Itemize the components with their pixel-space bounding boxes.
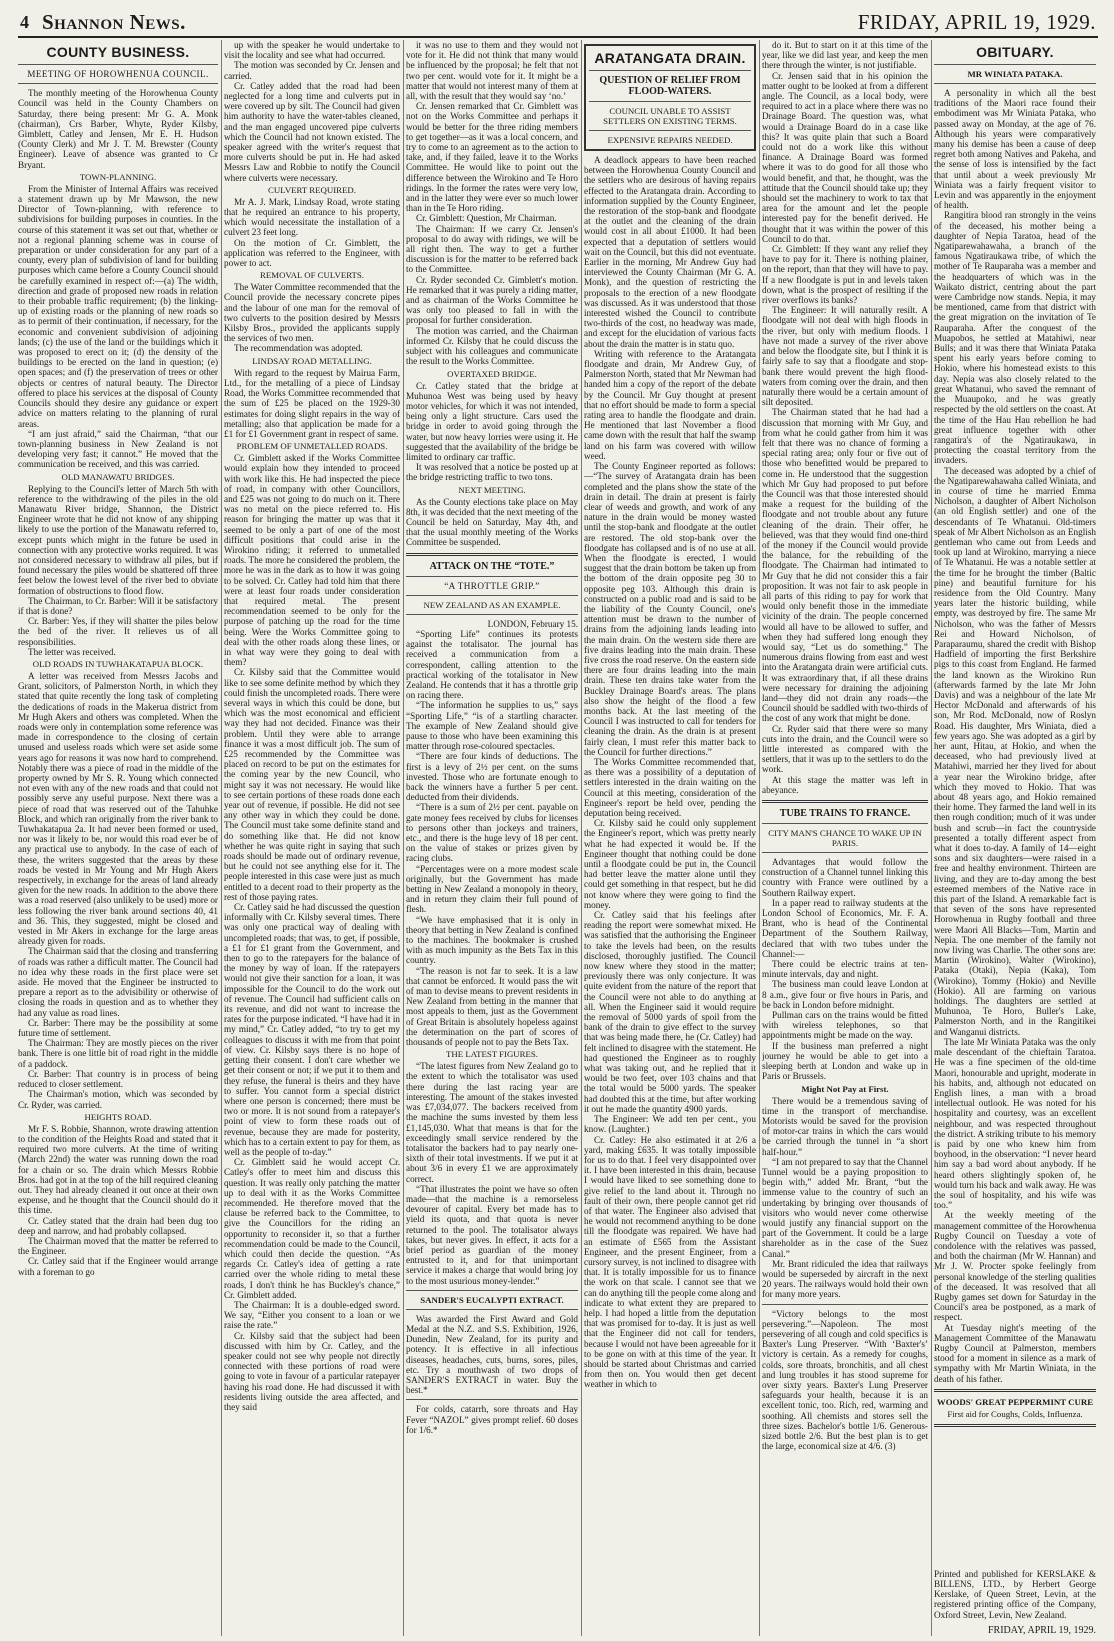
article-paragraph: Cr. Catley added that the road had been neglected for a long time and culverts put in were covered up by silt. The Council had given him authority to have the water-tables cleaned, and the man engaged uncovered pipe culverts which the Council had not known existed. The speaker agreed with the writer's request that more culverts should be put in. He had asked Messrs Law and Robbie to notify the Council where culverts were necessary. [224,80,400,183]
article-separator [406,553,578,556]
headline-rule [406,576,578,577]
article-paragraph: Cr. Kilsby said that the subject had been discussed with him by Cr. Catley, and the speaker could not see why people not directly connected with these portions of road were going to vote in favour of a particular ratepayer having his road done. He had discussed it with residents living outside the area affected, and they said [224,1330,400,1412]
article-paragraph: A personality in which all the best traditions of the Maori race found their embodiment was Mr Winiata Pataka, who passed away on Monday, at the age of 76. Although his years were comparatively many his demise has been a cause of deep regret both among Natives and Pakeha, and the sense of loss is intensified by the fact that until about a week previously Mr Winiata was a fairly frequent visitor to Levin and was apparently in the enjoyment of health. [934,88,1096,211]
headline-rule [589,70,751,71]
article-paragraph: There could be electric trains at ten-minute intervals, day and night. [762,959,928,980]
article-paragraph: As the County elections take place on May 8th, it was decided that the next meeting of the Council be held on Saturday, May 4th, and that the usual monthly meeting of the Works Committee be suspended. [406,496,578,548]
article-paragraph: “I am not prepared to say that the Channel Tunnel would be a paying proposition to begin with,” added Mr. Brant, “but the immense value to the country of such an undertaking by bringing over thousands of visitors who would never come otherwise would justify any financial support on the part of the Government. It could be a large shareholder as in the case of the Suez Canal.” [762,1156,928,1259]
article-paragraph: If the business man preferred a night journey he would be able to get into a sleeping berth at London and wake up in Paris or Brussels. [762,1040,928,1082]
article-paragraph: The Engineer: We add ten per cent., you know. (Laughter.) [584,1114,756,1135]
advertisement-title: SANDER'S EUCALYPTI EXTRACT. [420,1294,564,1305]
article-paragraph: “Sporting Life” continues its protests against the totalisator. The journal has received a communication from a correspondent, calling attention to the practical working of the totalisator in New Zealand. He contends that it has a throttle grip on racing there. [406,628,578,701]
column-4 [584,40,756,1636]
article-paragraph: The Engineer: It will naturally resilt. A floodgate will not deal with high floods in the river, but only with medium floods. I have not made a survey of the river above and below the floodgate site, but I think it is fairly safe to say that a floodgate and stop-bank there would prevent the high flood-waters from coming over the drain, and then naturally there would be a certain amount of silt deposited. [762,305,928,408]
section-subhead: NEXT MEETING. [458,484,526,495]
advertisement-text: First aid for Coughs, Colds, Influenza. [947,1408,1083,1419]
article-paragraph: Cr. Catley said he had discussed the question informally with Cr. Kilsby several times. There was only one practical way of dealing with uncompleted roads; that was, to get, if possible, a £1 for £1 grant from the Government, and then to go to the ratepayers for the balance of the money by way of loan. If the ratepayers would not give their sanction for a loan, it was impossible for the Council to do the work out of revenue. The Council had sufficient calls on its revenue, and did not want to increase the rates for the purpose indicated. “I have had it in my mind,” Cr. Catley added, “to try to get my colleagues to discuss it with me from that point of view. Cr. Kilsby says there is no hope of getting their consent. I don't care whether we get their consent or not; if we put it to them and they refuse, the funeral is theirs and they have to suffer. You cannot form a special district where one person is concerned; there must be two or more. It is not sound from a ratepayer's point of view to form these roads out of revenue, because they are made for posterity, which has to a certain extent to pay for them, as well as the people of to-day.” [224,902,400,1157]
column-divider [581,40,582,1636]
column-divider [403,40,404,1636]
article-paragraph: Cr. Gimblett asked if the Works Committee would explain how they intended to proceed with work like this. He had inspected the piece of road, in company with other Councillors, and £25 was not going to do much on it. There was no metal on the piece referred to. His reason for bringing the matter up was that it seemed to be only a part of one of the most difficult positions that could arise in the Wirokino riding; it referred to unmetalled roads. The more he considered the problem, the more he was in the dark as to how it was going to be solved. Cr. Catley had told him that there were at least four roads under consideration that required metal. The present recommendation seemed to be only for the purpose of patching up the road for the time being. Were the Works Committee going to deal with the other roads along these lines, or in what way were they going to deal with them? [224,453,400,668]
article-paragraph: The motion was seconded by Cr. Jensen and carried. [224,60,400,81]
article-paragraph: “There is a sum of 2½ per cent. payable on gate money fees received by clubs for licenses to persons other than jockeys and trainers, etc., and there is the huge levy of 18 per cent. on the value of stakes or prizes given by racing clubs. [406,802,578,864]
column-6 [934,40,1096,1636]
article-subheading: MEETING OF HOROWHENUA COUNCIL. [27,69,209,79]
article-paragraph: Cr. Catley: He also estimated it at 2/6 a yard, making £635. It was totally impossible for us to do that. I feel very disappointed over it. I have been interested in this drain, because I would have liked to see something done to give relief to the land about it. Through no fault of their own, there people cannot get rid of that water. The Engineer also advised that he would not recommend anything to be done till the floodgate was repaired. We have had an estimate of £565 from the Assistant Engineer, and the present Engineer, from a cursory survey, is not inclined to disagree with that. It is totally impossible for us to finance the work on that scale. I cannot see that we can do anything till the people come along and indicate to what extent they are prepared to help. I had hoped a little from the deputation that was promised for to-day. It is just as well that the Engineer did not call for tenders, because I would not have been agreeable for it to be gone on with at this time of the year. It should be started about Christmas and carried from then on. You would then get decent weather in which to [584,1134,756,1390]
article-paragraph: “That illustrates the point we have so often made—that the machine is a remorseless devourer of capital. Every bet made has to yield its quota, and that quota is never returned to the pool. The totalisator always takes, but never gives. In effect, it acts for a brief period as guardian of the money entrusted to it, and for that unimportant service it makes a charge that would bring joy to the most usurious money-lender.” [406,1183,578,1286]
article-paragraph: There would be a tremendous saving of time in the transport of merchandise. Motorists would be saved for the provision of motor-car trains in which the cars would be carried through the tunnel in “a short half-hour.” [762,1095,928,1157]
headline-rule [589,101,751,102]
article-paragraph: Cr. Barber: Yes, if they will shatter the piles below the bed of the river. It relieves us of all responsibilities. [18,616,218,647]
column-divider [931,40,932,1636]
article-paragraph: The recommendation was adopted. [234,343,363,354]
article-separator [406,1399,578,1400]
article-subheading: QUESTION OF RELIEF FROM FLOOD-WATERS. [599,75,741,97]
article-paragraph: Cr. Gimblett: If they want any relief they have to pay for it. There is nothing plainer, on the report, than that they will have to pay. If a new floodgate is put in and levels taken down, what is the prospect of resilting if the river overflows its banks? [762,244,928,306]
article-paragraph: Mr F. S. Robbie, Shannon, wrote drawing attention to the condition of the Heights Road and stated that it required two more culverts. At the time of writing (March 22nd) the water was running down the road for a chain or so. The drain which Messrs Robbie Bros. had got in at the top of the hill required cleaning out. They had already cleaned it out once at their own expense, and he thought that the Council should do it this time. [18,1123,218,1216]
article-paragraph: From the Minister of Internal Affairs was received a statement drawn up by Mr Mawson, the new Director of Town-planning, with reference to subdivisions for building purposes in counties. In the course of this statement it was set out that, whether or not a regional planning scheme was in course of preparation or under consideration for any part of a county, every plan of subdivision of land for building purposes which came before a County Council should be carefully examined in respect of:—(a) The width, direction and grade of proposed new roads in relation to their probable traffic requirement; (b) the linking-up of existing roads or the planning of new roads so as to permit of their continuation, if necessary, for the economic and convenient subdivision of adjoining lands; (c) the use of the land or the buildings which it was proposed to erect on it; (d) the density of the buildings to be erected on the land in question; (e) open spaces; and (f) the preservation of trees or other objects or centres of natural beauty. The Director offered to place his services at the disposal of County Councils should they desire any guidance or expert advice on matters relating to the planning of rural areas. [18,183,218,429]
article-paragraph: Cr. Barber: There may be the possibility at some future time of settlement. [18,1017,218,1039]
article-separator [934,1389,1096,1392]
article-paragraph: Pullman cars on the trains would be fitted with wireless telephones, so that appointments might be made on the way. [762,1010,928,1041]
article-paragraph: On the motion of Cr. Gimblett, the application was referred to the Engineer, with power to act. [224,237,400,269]
article-paragraph: The Chairman stated that he had had a discussion that morning with Mr Guy, and from what he could gather from him it was felt that there was no chance of forming a special rating area; only four or five out of those who benefitted would be prepared to come in. He understood that the suggestion which Mr Guy had proposed to put before the Council was that those interested should make a request for the building of the floodgate and not trouble about any future cleaning of the drain. Their offer, he believed, was that they would find one-third of the money if the Council would provide the balance, for the rebuilding of the floodgate. The Chairman had intimated to Mr Guy that he did not consider this a fair proposition. It was not fair to ask people in all parts of this riding to pay for work that would only benefit those in the immediate vicinity of the drain. The people concerned would all have to be allowed to suffer, and when they had suffered long enough they would say, “Let us do something.” The numerous drains flowing from east and west into the Aratangata drain were artificial cuts. It was extraordinary that, if all these drains were necessary for draining the adjoining land—they did not drain any roads—the Council should be saddled with two-thirds of the cost of any work that might be done. [762,407,928,724]
article-headline: ARATANGATA DRAIN. [594,50,746,66]
article-subheading: COUNCIL UNABLE TO ASSIST SETTLERS ON EXISTING TERMS. [603,106,737,126]
article-separator [406,1290,578,1291]
column-5 [762,40,928,1636]
article-paragraph: Cr. Catley said that if the Engineer would arrange with a foreman to go [18,1256,218,1277]
article-paragraph: Writing with reference to the Aratangata floodgate and drain, Mr Andrew Guy, of Palmerston North, stated that Mr Newman had handed him a copy of the report of the debate by the Council. Mr Guy thought at present that no effort should be made to form a special rating area to handle the floodgate and drain. He mentioned that last November a flood came down with the result that half the swamp land on his farm was covered with willow weed. [584,348,756,461]
imprint-date: FRIDAY, APRIL 19, 1929. [988,1624,1096,1636]
paper-name: Shannon News. [42,10,186,34]
headline-rule [589,130,751,131]
headline-rule [18,64,218,65]
article-paragraph: The Chairman, to Cr. Barber: Will it be satisfactory if that is done? [18,595,218,616]
article-paragraph: The motion was carried, and the Chairman informed Cr. Kilsby that he could discuss the subject with his colleagues and communicate the result to the Works Committee. [406,325,578,367]
article-paragraph: At this stage the matter was left in abeyance. [762,774,928,795]
article-paragraph: Cr. Jensen remarked that Cr. Gimblett was not on the Works Committee and perhaps it would be better for the three riding members to get together—as it was a local concern, and try to come to an agreement as to the action to take, and, if they failed, leave it to the Works Committee. He would like to point out the difference between the Wirokino and Te Horo ridings. In the former the rates were very low, and in the latter they were ever so much lower than in the Te Horo riding. [406,101,578,214]
issue-date: FRIDAY, APRIL 19, 1929. [857,10,1096,34]
article-paragraph: The late Mr Winiata Pataka was the only male descendant of the chieftain Taratoa. He was a fine specimen of the old-time Maori, honourable and upright, moderate in his habits, and, although not educated on English lines, a man with a broad intellectual outlook. He was noted for his hospitality and courtesy, was an excellent neighbour, and was respected throughout the district. A striking tribute to his memory is paid by one who knew him from boyhood, in the observation: “I never heard him say a bad word about anybody. If he heard others slightingly spoken of, he would turn his back and walk away. He was the soul of hospitality, and his wife was too.” [934,1036,1096,1211]
headline-rule [934,64,1096,65]
article-paragraph: At the weekly meeting of the management committee of the Horowhenua Rugby Council on Tuesday a vote of condolence with the relatives was passed, and both the chairman (Mr W. Hannan) and Mr J. W. Procter spoke feelingly from personal knowledge of the sterling qualities of the deceased. It was resolved that all Rugby games set down for Saturday in the Council's area be postponed, as a mark of respect. [934,1210,1096,1323]
article-headline: OBITUARY. [976,44,1054,60]
headline-rule [762,852,928,853]
section-subhead: Might Not Pay at First. [801,1083,889,1094]
masthead-rule [18,36,1098,38]
article-paragraph: The Chairman: They are mostly pieces on the river bank. There is one little bit of road right in the middle of a paddock. [18,1038,218,1069]
headline-rule [762,823,928,824]
column-1 [18,40,218,1636]
article-subheading: “A THROTTLE GRIP.” [444,580,540,591]
column-divider [221,40,222,1636]
article-paragraph: Cr. Catley stated that the drain had been dug too deep and narrow, and had probably collapsed. [18,1215,218,1236]
article-paragraph: “The information he supplies to us,” says “Sporting Life,” “is of a startling character. The example of New Zealand should give pause to those who have been examining this matter through rose-coloured spectacles. [406,700,578,752]
section-subhead: LINDSAY ROAD METALLING. [252,355,372,366]
headline-rule [406,1309,578,1310]
article-paragraph: “There are four kinds of deductions. The first is a levy of 2½ per cent. on the sums invested. Those who are fortunate enough to back the winners have a further 5 per cent. deducted from their dividends. [406,751,578,803]
article-paragraph: In a paper read to railway students at the London School of Economics, Mr. F. A. Brant, who is head of the Continental Department of the Southern Railway, declared that with two tubes under the Channel:— [762,897,928,959]
headline-rule [934,83,1096,84]
article-separator [762,1304,928,1305]
article-paragraph: The Chairman said that the closing and transferring of roads was rather a difficult matter. The Council had no idea why these roads in the first place were set aside. He moved that the Engineer be instructed to prepare a report as to the advisibility or otherwise of closing the roads in question and as to whether they had any value as road lines. [18,946,218,1018]
article-paragraph: With regard to the request by Mairua Farm, Ltd., for the metalling of a piece of Lindsay Road, the Works Committee recommended that the sum of £25 be placed on the 1929-30 estimates for doing slight repairs in the way of metalling; also that application be made for a £1 for £1 Government grant in respect of same. [224,367,400,439]
article-paragraph: Mr A. J. Mark, Lindsay Road, wrote stating that he required an entrance to his property, which would necessitate the installation of a culvert 23 feet long. [224,196,400,238]
article-separator [934,1424,1096,1427]
article-paragraph: “The latest figures from New Zealand go to the extent to which the totalisator was used there during the last racing year are interesting. The amount of the stakes invested was £7,034,077. The backers received from the machine the sums invested by them less £1,145,030. What that means is that for the exceedingly small service rendered by the totalisator the backers had to pay nearly one-sixth of their total investments. If we put it at about 3/6 in every £1 we are approximately correct. [406,1061,578,1184]
article-paragraph: Mr. Brant ridiculed the idea that railways would be superseded by aircraft in the next 20 years. The railways would hold their own for many more years. [762,1258,928,1300]
article-paragraph: “The reason is not far to seek. It is a law that cannot be enforced. It would pass the wit of man to devise means to prevent residents in New Zealand from betting in the manner that most appeals to them, just as the Government of Great Britain is absolutely hopeless against the determination on the part of scores of thousands of people not to pay the Bets Tax. [406,965,578,1048]
column-divider [759,40,760,1636]
article-paragraph: Advantages that would follow the construction of a Channel tunnel linking this country with France were outlined by a Southern Railway expert. [762,857,928,898]
article-paragraph: The business man could leave London at 8 a.m., give four or five hours in Paris, and be back in London before midnight. [762,979,928,1010]
article-headline: ATTACK ON THE “TOTE.” [429,560,555,572]
advertisement-title: WOODS' GREAT PEPPERMINT CURE [936,1396,1094,1407]
page-number: 4 [20,12,29,32]
article-subheading: EXPENSIVE REPAIRS NEEDED. [607,135,733,145]
advertisement-text: Was awarded the First Award and Gold Medal at the N.Z. and S.S. Exhibition, 1926, Dunedin, New Zealand, for its purity and potency. It is effective in all infectious diseases, headaches, cuts, burns, sores, piles, etc. Try a mouthwash of two drops of SANDER'S EXTRACT in water. Buy the best.* [406,1313,578,1396]
headline-rule [406,614,578,615]
article-paragraph: “Percentages were on a more modest scale originally, but the Government has made betting in New Zealand a monopoly in theory, and in return they claim their full pound of flesh. [406,863,578,915]
section-subhead: OVERTAXED BRIDGE. [447,368,537,379]
article-paragraph: A deadlock appears to have been reached between the Horowhenua County Council and the settlers who are desirous of having repairs effected to the Aratangata drain. According to information supplied by the County Engineer, the restoration of the stop-bank and floodgate at the outlet and the cleaning of the drain would cost in all about £1000. It had been expected that a deputation of settlers would wait on the Council, but this did not eventuate. Earlier in the morning, Mr Andrew Guy had interviewed the County Chairman (Mr G. A. Monk), and the question of restricting the proposals to the erection of a new floodgate was discussed. As it was understood that those interested wished the Council to contribute two-thirds of the cost, no headway was made, and except for the elucidation of various facts about the drain the matter is in statu quo. [584,155,756,349]
masthead [20,6,1096,36]
column-2 [224,40,400,1636]
article-paragraph: The Chairman: If we carry Cr. Jensen's proposal to do away with ridings, we will be all right then. The way to get a further discussion is for the matter to be referred back to the Committee. [406,223,578,275]
dateline: LONDON, February 15. [487,618,578,629]
advertisement-text: For colds, catarrh, sore throats and Hay Fever “NAZOL” gives prompt relief. 60 doses for 1/6.* [406,1404,578,1435]
article-separator [762,800,928,803]
article-paragraph: Cr. Ryder seconded Cr. Gimblett's motion. He remarked that it was purely a riding matter, and as chairman of the Works Committee he was only too pleased to fall in with the proposal for further consideration. [406,274,578,326]
article-paragraph: Cr. Catley stated that the bridge at Muhunoa West was being used by heavy motor vehicles, for which it was not intended, being only a light structure. Cars used the bridge in order to avoid going through the water, but now heavy lorries were using it. He suggested that the availability of the bridge be limited to ordinary car traffic. [406,380,578,462]
article-paragraph: The deceased was adopted by a chief of the Ngatiparewahawaha called Winiata, and in course of time he married Emma Nicholson, a daughter of Albert Nicholson (an old English settler) and one of the descendants of Te Whatanui. Old-timers speak of Mr Albert Nicholson as an English gentleman who came out from Leeds and took up land at Wirokino, marrying a niece of Te Whatanui. He was a notable settler at the time for he brought the timber (Baltic pine) and beautiful furniture for his residence from the Old Country. Many years later the historic building, while empty, was destroyed by fire. The same Mr Nicholson, who was the father of Messrs Rei and Howard Nicholson, of Paraparaumu, shared the credit with Bishop Hadfield of importing the first Berkshire pigs to this coast from England. He farmed the land known as the Wirokino Run (afterwards farmed by the late Mr John Davis) and was a neighbour of the late Mr Hector McDonald and afterwards of his son, Mr Rod. McDonald, now of Roslyn Road. His daughter, Mrs Winiata, died a few years ago. She was adopted as a girl by her aunt, Hitau, at Hokio, and when the deceased, who had previously lived at Matahiwi, married her they lived for about a year near the Wirokino bridge, after which they moved to Hokio. That was about 48 years ago, and Hokio remained their home. They farmed the land well in its then rough condition; much of it was under bush and scrub—in fact the countryside presented a totally different aspect from what it does to-day. A family of 14—eight sons and six daughters—were raised in a free and healthy environment. Thirteen are living, and they are to-day among the best esteemed members of the Native race in this part of the Island. A remarkable fact is that seven of the sons have represented Horowhenua in Rugby football and three were Maori All Blacks—Tom, Martin and Nepia. The one member of the family not now living was Charlie. The other sons are: Martin (Wirokino), Walter (Wirokino), Pataka (Otaki), Nepia (Kaka), Tom (Wirokino), Tommy (Hokio) and Neville (Hokio). All are farming on various holdings. The daughters are settled at Muhunoa, Te Horo, Buller's Lake, Palmerston North, and in the Rangitikei and Wanganui districts. [934,465,1096,1037]
article-paragraph: The monthly meeting of the Horowhenua County Council was held in the County Chambers on Saturday, there being present: Mr G. A. Monk (chairman), Crs Barber, Whyte, Ryder Kilsby, Gimblett, Catley and Jensen, Mr E. H. Hudson (County Clerk) and Mr J. T. M. Brewster (County Engineer). Leave of absence was granted to Cr Bryant. [18,88,218,170]
article-paragraph: The Water Committee recommended that the Council provide the necessary concrete pipes and the labour of one man for the removal of two culverts to the position desired by Messrs Kilsby Bros., provided the applicants supply the services of two men. [224,282,400,344]
article-paragraph: At Tuesday night's meeting of the Management Committee of the Manawatu Rugby Council at Palmerston, members stood for a moment in silence as a mark of sympathy with Mr Martin Winiata, in the death of his father. [934,1322,1096,1384]
article-paragraph: it was no use to them and they would not vote for it. He did not think that many would be influenced by the proposal; he felt that not two per cent. would vote for it. It might be a matter that would not interest many of them at all, with the result that they would say ‘no.’ [406,40,578,102]
article-paragraph: “I am just afraid,” said the Chairman, “that our town-planning business in New Zealand is not developing very fast; it cannot.” He moved that the communication be received, and this was carried. [18,428,218,470]
article-paragraph: The Chairman: It is a double-edged sword. We say, “Either you consent to a loan or we raise the rate.” [224,1299,400,1331]
article-paragraph: Cr. Jensen said that in his opinion the matter ought to be looked at from a different angle. The Council, as a local body, were required to act in a place where there was no Drainage Board. The question was, what would a Drainage Board do in a case like this? It was quite plain that such a Board could not do a work like this without finance. A Drainage Board was formed where it was to do good for all those who would benefit, and that, he thought, was the attitude that the Council should take up; they should set the machinery to work to tax that area for the amount and let the people interested pay for the benefit derived. He thought that it was within the power of this Council to do that. [762,70,928,244]
headline-rule [406,595,578,596]
article-paragraph: The Chairman's motion, which was seconded by Cr. Ryder, was carried. [18,1089,218,1110]
article-paragraph: Cr. Gimblett said he would accept Cr. Catley's offer to meet him and discuss this question. It was really only patching the matter up to deal with it as the Works Committee recommended. He therefore moved that the clause be referred back to the Committee, to give the Councillors for the riding an opportunity to reconsider it, so that a further recommendation could be made to the Council, which could then decide the question. “As regards Cr. Catley's idea of getting a rate carried over the whole riding to metal these roads, I don't think he has Buckley's chance,” Cr. Gimblett added. [224,1157,400,1300]
article-subheading: MR WINIATA PATAKA. [967,69,1063,79]
article-subheading: NEW ZEALAND AS AN EXAMPLE. [423,599,561,610]
article-subheading: CITY MAN'S CHANCE TO WAKE UP IN PARIS. [768,828,922,849]
section-subhead: HEIGHTS ROAD. [84,1111,152,1122]
section-subhead: THE LATEST FIGURES. [446,1049,538,1060]
article-paragraph: Cr. Ryder said that there were so many cuts into the drain, and the Council were so little interested as compared with the settlers, that it was up to the settlers to do the work. [762,723,928,775]
article-paragraph: Replying to the Council's letter of March 5th with reference to the withdrawing of the piles in the old Manawatu River bridge, Shannon, the District Engineer wrote that he did not know of any shipping likely to use the portion of the Manawatu referred to, except punts which might in the future be used in connection with any protective works required. It was not considered necessary to withdraw all piles, but if found necessary the piles would be shattered off three feet below the lowest level of the river bed to obviate formation of obstructions to flood flow. [18,483,218,596]
article-paragraph: “We have emphasised that it is only in theory that betting in New Zealand is confined to the machines. The bookmaker is crushed with as much impunity as the Bets Tax in this country. [406,914,578,966]
imprint-text: Printed and published for KERSLAKE & BILLENS, LTD., by Herbert George Kerslake, of Queen Street, Levin, at the registered printing office of the Company, Oxford Street, Levin, New Zealand. [934,1568,1096,1620]
article-headline: TUBE TRAINS TO FRANCE. [779,808,911,820]
article-paragraph: up with the speaker he would undertake to visit the locality and see what had occurred. [224,40,400,61]
article-paragraph: Cr. Kilsby said that the Committee would like to see some definite method by which they could finish the uncompleted roads. There were several ways in which this could be done, but which was the most economical and efficient way they had not decided. Finance was their problem. Until they were able to arrange finance it was a most difficult job. The sum of £25 recommended by the Committee was placed on record to be put on the estimates for the coming year by the new Council, who might say it was not necessary. He would like to see certain portions of these roads done each year out of revenue, if possible. He did not see any other way in which they could be done. The Council must take some definite stand and do something like that. He did not know whether he was quite right in saying that such roads should be made out of ordinary revenue, but he could not see anything else for it. The people interested in this case were just as much entitled to a decent road to their property as the rest of those paying rates. [224,667,400,902]
article-paragraph: do it. But to start on it at this time of the year, like we did last year, and keep the men there through the winter, is not justifiable. [762,40,928,71]
printer-imprint [934,1569,1096,1636]
headline-rule [18,83,218,84]
section-subhead: OLD MANAWATU BRIDGES. [61,471,175,482]
section-subhead: TOWN-PLANNING. [79,171,157,182]
headline-box [584,44,756,151]
section-subhead: REMOVAL OF CULVERTS. [260,270,364,281]
article-paragraph: Cr. Barber: That country is in process of being reduced to closer settlement. [18,1068,218,1090]
article-paragraph: Cr. Catley said that his feelings after reading the report were somewhat mixed. He was satisfied that the authorising the Engineer to take the levels had been, on the results disclosed, thoroughly justified. The Council now knew where they stood in the matter; previously there was only conjecture. It was quite evident from the nature of the report that the Council were not able to do anything at all. When the Engineer said it would require the removal of 5000 yards of spoil from the bank of the drain to give effect to the survey that was being made there, he (Cr. Catley) had felt inclined to disagree with the statement. He had questioned the Engineer as to roughly what was taking out, and he replied that it would be two feet, over 103 chains and that the total would be 5000 yards. The speaker had doubted this at the time, but after working it out he made the quantity 4900 yards. [584,910,756,1114]
article-paragraph: The Works Committee recommended that, as there was a possibility of a deputation of settlers interested in the drain waiting on the Council at this meeting, consideration of the Engineer's report be held over, pending the deputation being received. [584,756,756,818]
advertisement-text: “Victory belongs to the most persevering.”—Napoleon. The most persevering of all cough and cold specifics is Baxter's Lung Preserver. “With ‘Baxter's’ victory is certain. As a remedy for coughs, colds, sore throats, bronchitis, and all chest and lung troubles it has stood supreme for over sixty years. Baxter's Lung Preserver safeguards your health, because it is an excellent tonic, too. Rich, red, warming and soothing. All chemists and stores sell the three sizes. Bachelor's bottle 1/6. Generous-sized bottle 2/6. But the best plan is to get the large, economical size at 4/6. (3) [762,1308,928,1452]
article-paragraph: A letter was received from Messrs Jacobs and Grant, solicitors, of Palmerston North, in which they stated that quite recently the long task of completing the dedications of roads in the Makerua district from Mr Hugh Akers and others was completed. When the roads were only in contemplation some reference was made in correspondence to the closing of certain unused and useless roads which were set aside some years ago for reasons it was now hard to comprehend. Notably there was a piece of road in the middle of the property owned by Mr S. R. Young which connected not even with any of the new roads and that could not possibly serve any useful purpose. Next there was a piece of road that was reserved out of the Tahuhke Block, and which ran originally from the river bank to Tuwhakatapua 2a. It had never been formed or used, nor was it likely to be, nor would this road ever be of any practical use to anybody. In the case of each of these, the writers suggested that the areas by these roads be vested in Mr Young and Mr Hugh Akers respectively, in exchange for the areas of land already given for the new roads. In addition to the above there was a road reserved (also unlikely to be used) more or less following the river bank around sections 40, 41 and 36. This, they suggested, might be closed and vested in Mr Akers in exchange for the large areas already given for roads. [18,670,218,947]
section-subhead: CULVERT REQUIRED. [268,184,356,195]
article-paragraph: It was resolved that a notice be posted up at the bridge restricting traffic to two tons. [406,462,578,483]
article-paragraph: The County Engineer reported as follows:—“The survey of Aratangata drain has been completed and the plans show the state of the drain in detail. The drain at present is fairly clear of weeds and growth, and work of any nature in the drain would be money wasted until the stop-bank and floodgate at the outlet are restored. The old stop-bank over the floodgate has collapsed and is of no use at all. When the floodgate is erected, I would suggest that the drain bottom be taken up from the bottom of the drain opposite peg 30 to opposite peg 103. Although this drain is constructed on a public road and is said to be the liability of the County Council, one's attention must be drawn to the number of drains from the adjoining lands leading into the main drain. On the western side there are five drains leading into the main drain. These five cross the road reserve. On the eastern side there are four drains leading into the main drain. These ten drains take water from the Buckley Drainage Board's areas. The plans also show the height of the flood a few months back. At the last meeting of the Council I was instructed to call for tenders for cleaning the drain. As the drain is at present fairly clean, I must refer this matter back to the Council for further directions.” [584,461,756,757]
column-3 [406,40,578,1636]
section-subhead: PROBLEM OF UNMETALLED ROADS. [236,441,388,452]
article-paragraph: The letter was received. [28,646,116,657]
article-headline: COUNTY BUSINESS. [46,44,190,60]
article-paragraph: Cr. Kilsby said he could only supplement the Engineer's report, which was pretty nearly what he had expected it would be. If the Engineer thought that nothing could be done until a floodgate could be put in, the Council had better leave the matter alone until they could get something in that respect, but he did not know where they were going to find the money. [584,818,756,910]
article-paragraph: The Chairman moved that the matter be referred to the Engineer. [18,1235,218,1257]
article-paragraph: Cr. Gimblett: Question, Mr Chairman. [416,213,557,224]
article-paragraph: Rangitira blood ran strongly in the veins of the deceased, his mother being a daughter of Nepia Taratoa, head of the Ngatiparewahawaha, a branch of the famous Ngatiraukawa tribe, of which the mother of Te Rauparaha was a member and the headquarters of which was in the Waikato district, centring about the part were Cambridge now stands. Nepia, it may be mentioned, came from that district with the great migration on the invitation of Te Rauparaha. After the conquest of the Muapobos, he settled at Matahiwi, near Bulls; and it was there that Winiata Pataka spent his early years before coming to Hokio, where his homestead exists to this day. Nepia was also closely related to the great Whatanui, who saved the remnant of the Muaupoko, and he was greatly respected by the old settlers on the coast. At the time of the Hau Hau rebellion he had great influence together with other rangatira's of the Ngatiraukawa, in protecting the coastal territory from the invaders. [934,210,1096,466]
section-subhead: OLD ROADS IN TUWHAKATAPUA BLOCK. [32,658,204,669]
